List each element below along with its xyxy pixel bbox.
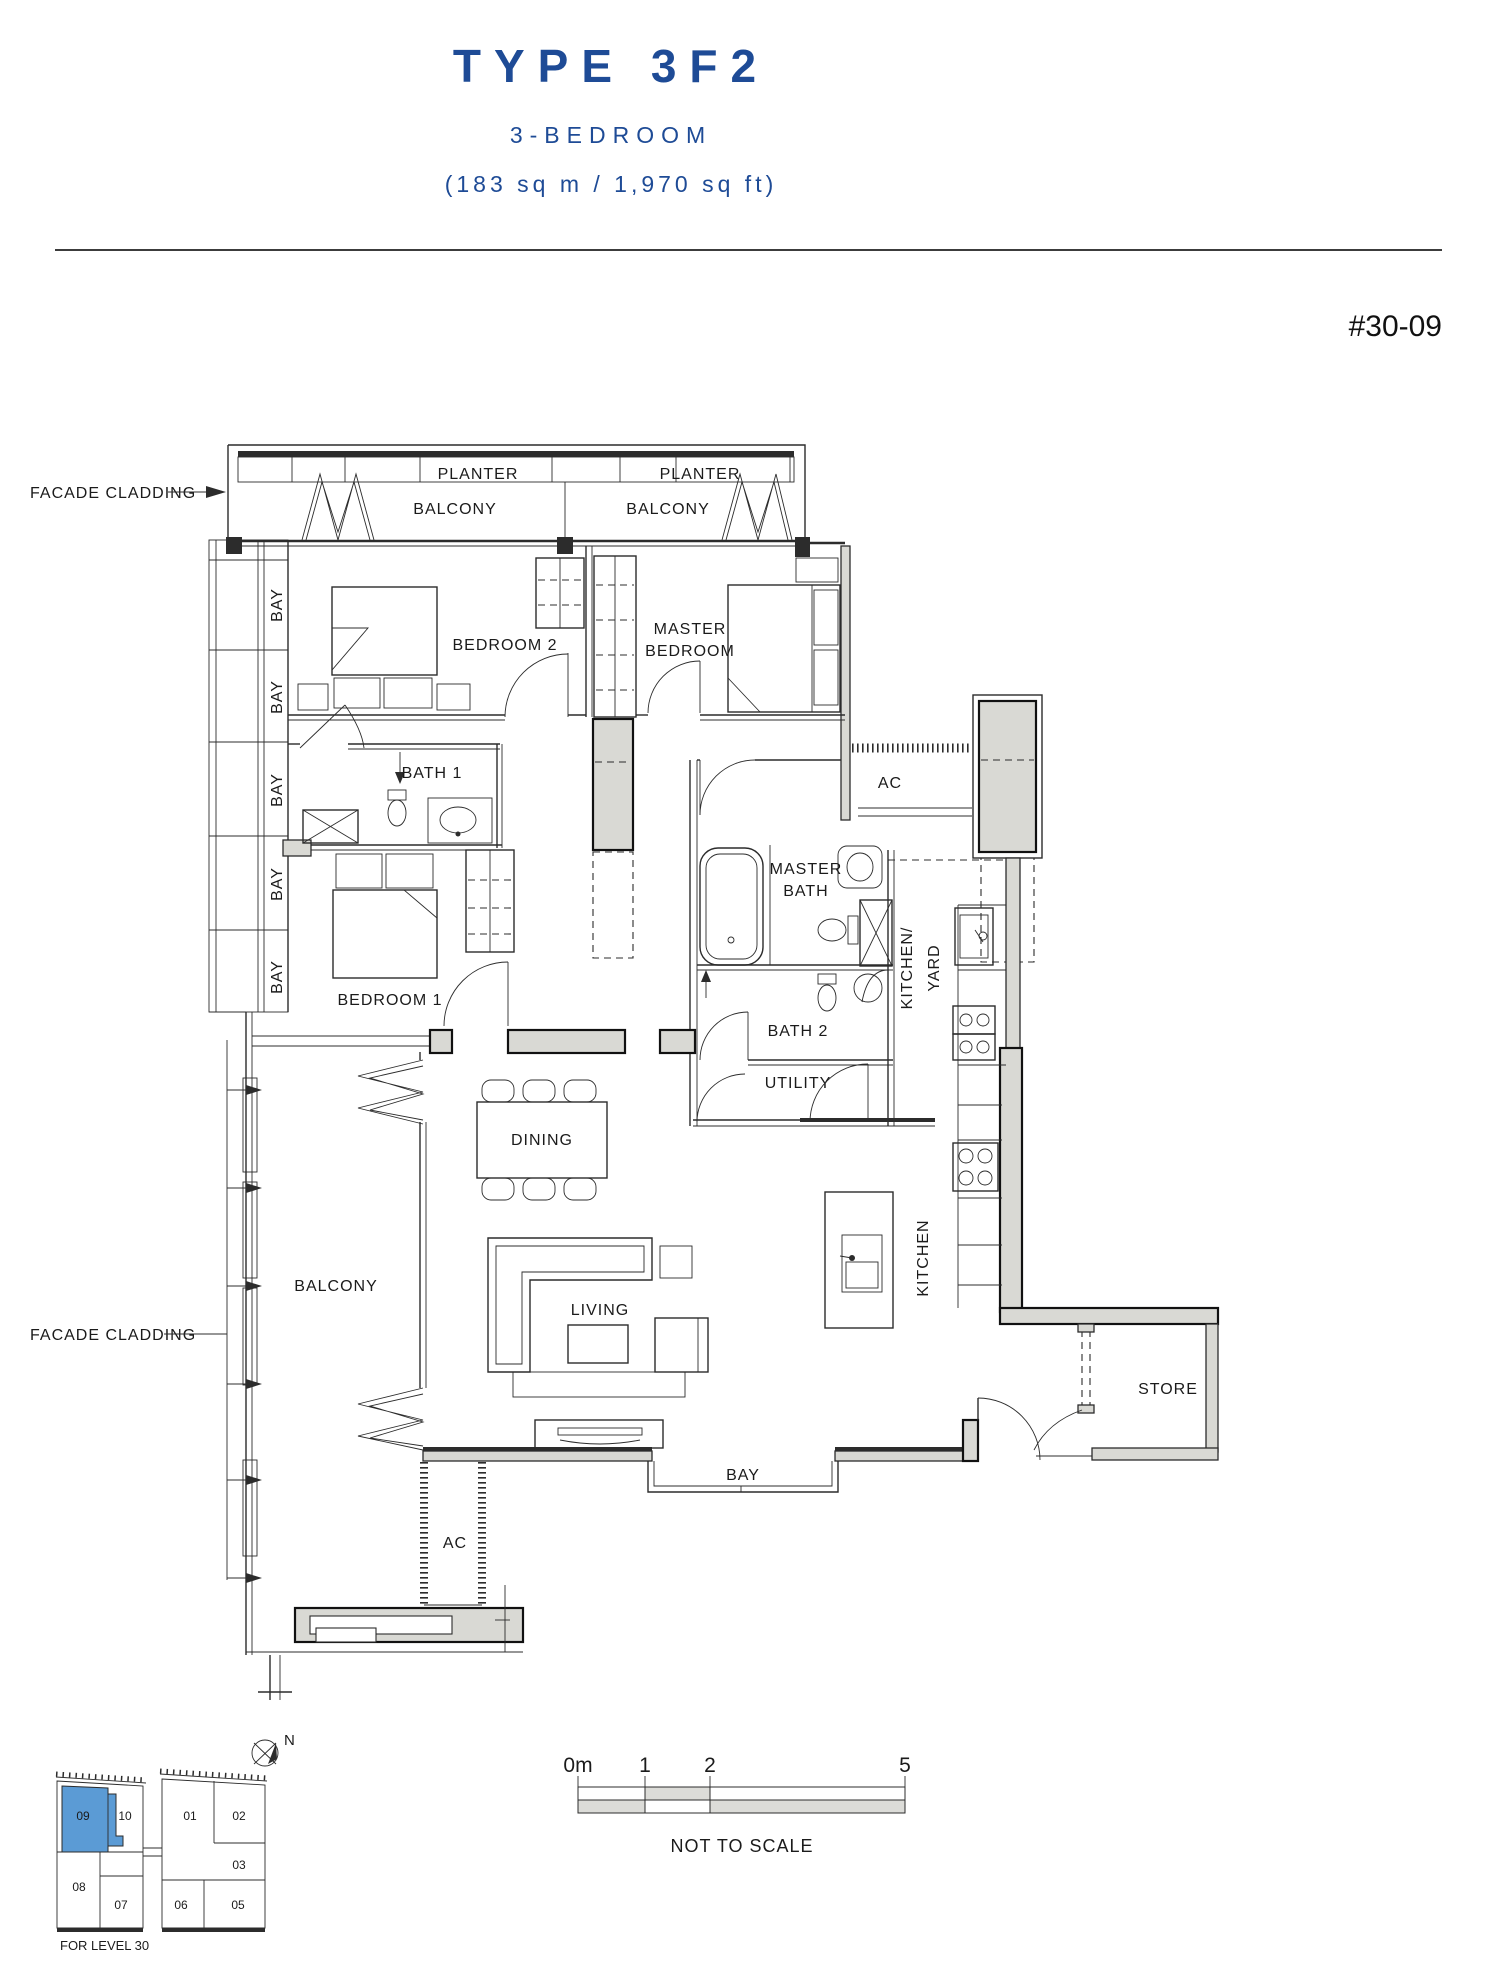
- keyplan-unit-09-highlight: [62, 1786, 123, 1852]
- key-plan: [56, 1732, 295, 1953]
- bay-label-bottom: BAY: [726, 1467, 760, 1484]
- keyplan-unit-03: 03: [232, 1858, 246, 1872]
- bath1-fixtures: [303, 752, 492, 843]
- keyplan-unit-01: 01: [183, 1809, 197, 1823]
- top-balcony-band: [226, 445, 810, 557]
- bay-label-1: BAY: [269, 588, 286, 622]
- keyplan-unit-10: 10: [118, 1809, 132, 1823]
- plan-type-title: TYPE 3F2: [452, 40, 770, 92]
- scale-bar: [563, 1754, 910, 1856]
- room-label-master-bedroom-2: BEDROOM: [645, 643, 735, 660]
- room-label-bedroom2: BEDROOM 2: [452, 637, 558, 654]
- room-label-master-bath-2: BATH: [783, 883, 829, 900]
- keyplan-unit-06: 06: [174, 1898, 188, 1912]
- floor-plan: [30, 445, 1218, 1700]
- left-bay-strip: [209, 540, 288, 1012]
- bay-label-3: BAY: [269, 773, 286, 807]
- room-label-store: STORE: [1138, 1381, 1198, 1398]
- folding-door-icon: [722, 474, 792, 540]
- room-label-utility: UTILITY: [764, 1075, 832, 1092]
- balcony-label-2: BALCONY: [626, 501, 710, 518]
- folding-door-icon: [358, 1060, 423, 1124]
- bottom-ac-enclosure: [246, 1462, 523, 1652]
- bay-label-5: BAY: [269, 960, 286, 994]
- facade-cladding-annotation-left: [30, 1040, 262, 1583]
- living-furniture: [488, 1238, 708, 1448]
- room-label-bedroom1: BEDROOM 1: [337, 992, 443, 1009]
- entry-door-arc: [978, 1398, 1040, 1460]
- bedroom2-furniture: [298, 558, 584, 710]
- room-label-bath2: BATH 2: [767, 1023, 829, 1040]
- not-to-scale-note: NOT TO SCALE: [670, 1836, 814, 1856]
- bedroom1-furniture: [333, 850, 514, 1009]
- ac-label-top: AC: [877, 775, 903, 792]
- room-label-dining: DINING: [511, 1132, 573, 1149]
- dining-furniture: [477, 1080, 607, 1200]
- room-label-master-bath-1: MASTER: [769, 861, 843, 878]
- scale-tick-5: 5: [899, 1754, 911, 1777]
- west-balcony: [294, 1060, 423, 1450]
- room-label-master-bedroom-1: MASTER: [653, 621, 727, 638]
- keyplan-unit-07: 07: [114, 1898, 128, 1912]
- unit-number: #30-09: [1348, 310, 1442, 343]
- title-block: [55, 40, 1442, 343]
- folding-door-icon: [302, 474, 374, 540]
- entrance-and-store: [963, 1324, 1198, 1461]
- scale-tick-2: 2: [704, 1754, 716, 1777]
- room-label-kitchen-yard-2: YARD: [926, 944, 943, 992]
- bay-label-2: BAY: [269, 680, 286, 714]
- area-subtitle: (183 sq m / 1,970 sq ft): [444, 171, 778, 197]
- store-door-arc: [1034, 1410, 1082, 1450]
- ac-label-bottom: AC: [442, 1535, 468, 1552]
- scale-tick-1: 1: [639, 1754, 651, 1777]
- facade-cladding-label-2: FACADE CLADDING: [30, 1327, 197, 1344]
- facade-cladding-annotation-top: [30, 485, 226, 502]
- bottom-bay-window: [648, 1461, 838, 1492]
- north-arrow-icon: [252, 1732, 295, 1766]
- room-label-kitchen-yard-1: KITCHEN/: [899, 926, 916, 1010]
- scale-tick-0: 0m: [563, 1754, 593, 1777]
- keyplan-unit-02: 02: [232, 1809, 246, 1823]
- north-label: N: [284, 1732, 295, 1749]
- kitchen-appliances: [825, 1143, 998, 1328]
- keyplan-caption: FOR LEVEL 30: [60, 1938, 150, 1953]
- room-label-kitchen: KITCHEN: [915, 1219, 932, 1297]
- balcony-label-west: BALCONY: [294, 1278, 378, 1295]
- bedroom-subtitle: 3-BEDROOM: [509, 122, 713, 148]
- room-label-bath1: BATH 1: [401, 765, 463, 782]
- keyplan-unit-05: 05: [231, 1898, 245, 1912]
- balcony-label-1: BALCONY: [413, 501, 497, 518]
- keyplan-unit-09: 09: [76, 1809, 90, 1823]
- folding-door-icon: [358, 1388, 423, 1450]
- planter-label-1: PLANTER: [437, 466, 519, 483]
- planter-label-2: PLANTER: [659, 466, 741, 483]
- bath2-fixtures: [768, 970, 888, 1040]
- keyplan-unit-08: 08: [72, 1880, 86, 1894]
- room-label-living: LIVING: [570, 1302, 630, 1319]
- bay-label-4: BAY: [269, 867, 286, 901]
- facade-cladding-label-1: FACADE CLADDING: [30, 485, 197, 502]
